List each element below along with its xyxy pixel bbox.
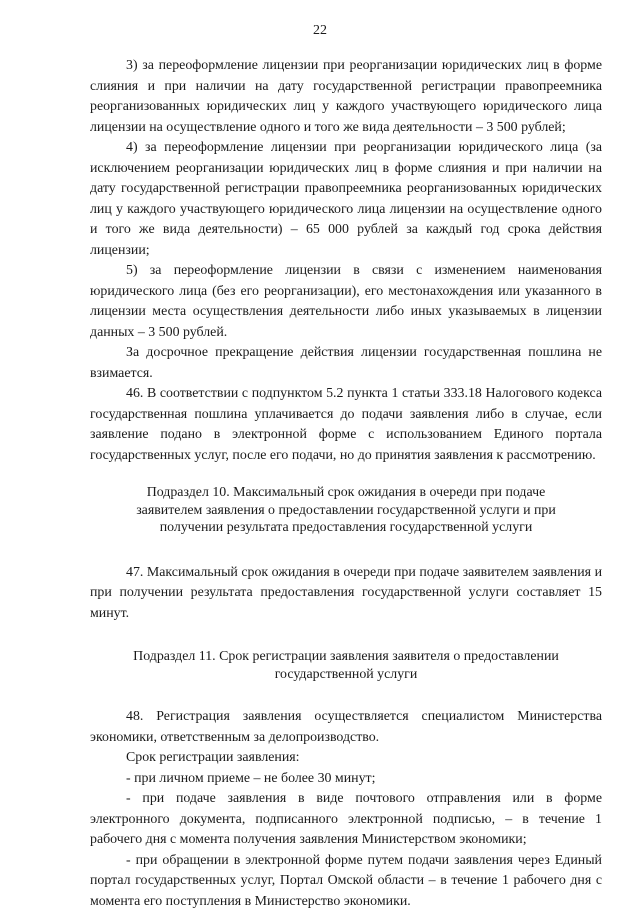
page-number: 22 (0, 22, 640, 40)
list-item-electronic: - при обращении в электронной форме путем подачи заявления через Единый портал государственных услуг, Портал Омской области – в течение 1 рабочего дня с момента его поступления в Министерство экономики. (90, 851, 602, 912)
paragraph-item-5: 5) за переоформление лицензии в связи с изменением наименования юридического лица (без его реорганизации), его местонахождения или указанного в лицензии места осуществления деятельности либо иных указываемых в лицензии данных – 3 500 рублей. (90, 261, 602, 343)
subsection-11-heading: Подраздел 11. Срок регистрации заявления заявителя о предоставлении государственной услуги (90, 648, 602, 683)
list-item-postal: - при подаче заявления в виде почтового отправления или в форме электронного документа, подписанного электронной подписью, – в течение 1 рабочего дня с момента получения заявления Министерством экономики; (90, 789, 602, 851)
paragraph-registration-term: Срок регистрации заявления: (90, 748, 602, 769)
document-body (90, 56, 602, 912)
paragraph-item-3: 3) за переоформление лицензии при реорганизации юридических лиц в форме слияния и при наличии на дату государственной регистрации правопреемника реорганизованных юридических лиц у каждого участвующего юридического лица лицензии на осуществление одного и того же вида деятельности – 3 500 рублей; (90, 56, 602, 138)
paragraph-47: 47. Максимальный срок ожидания в очереди при подаче заявителем заявления и при получении результата предоставления государственной услуги составляет 15 минут. (90, 563, 602, 625)
paragraph-46: 46. В соответствии с подпунктом 5.2 пункта 1 статьи 333.18 Налогового кодекса государственная пошлина уплачивается до подачи заявления либо в случае, если заявление подано в электронной форме с использованием Единого портала государственных услуг, после его подачи, но до принятия заявления к рассмотрению. (90, 384, 602, 466)
paragraph-48: 48. Регистрация заявления осуществляется специалистом Министерства экономики, ответственным за делопроизводство. (90, 707, 602, 748)
subsection-10-heading: Подраздел 10. Максимальный срок ожидания в очереди при подаче заявителем заявления о предоставлении государственной услуги и при получении результата предоставления государственной услуги (90, 484, 602, 537)
list-item-personal: - при личном приеме – не более 30 минут; (90, 769, 602, 790)
paragraph-early-termination: За досрочное прекращение действия лицензии государственная пошлина не взимается. (90, 343, 602, 384)
paragraph-item-4: 4) за переоформление лицензии при реорганизации юридического лица (за исключением реорганизации юридических лиц в форме слияния и при наличии на дату государственной регистрации правопреемника реорганизованных юридических лиц у каждого участвующего юридического лица лицензии на осуществление одного и того же вида деятельности) – 65 000 рублей за каждый год срока действия лицензии; (90, 138, 602, 261)
